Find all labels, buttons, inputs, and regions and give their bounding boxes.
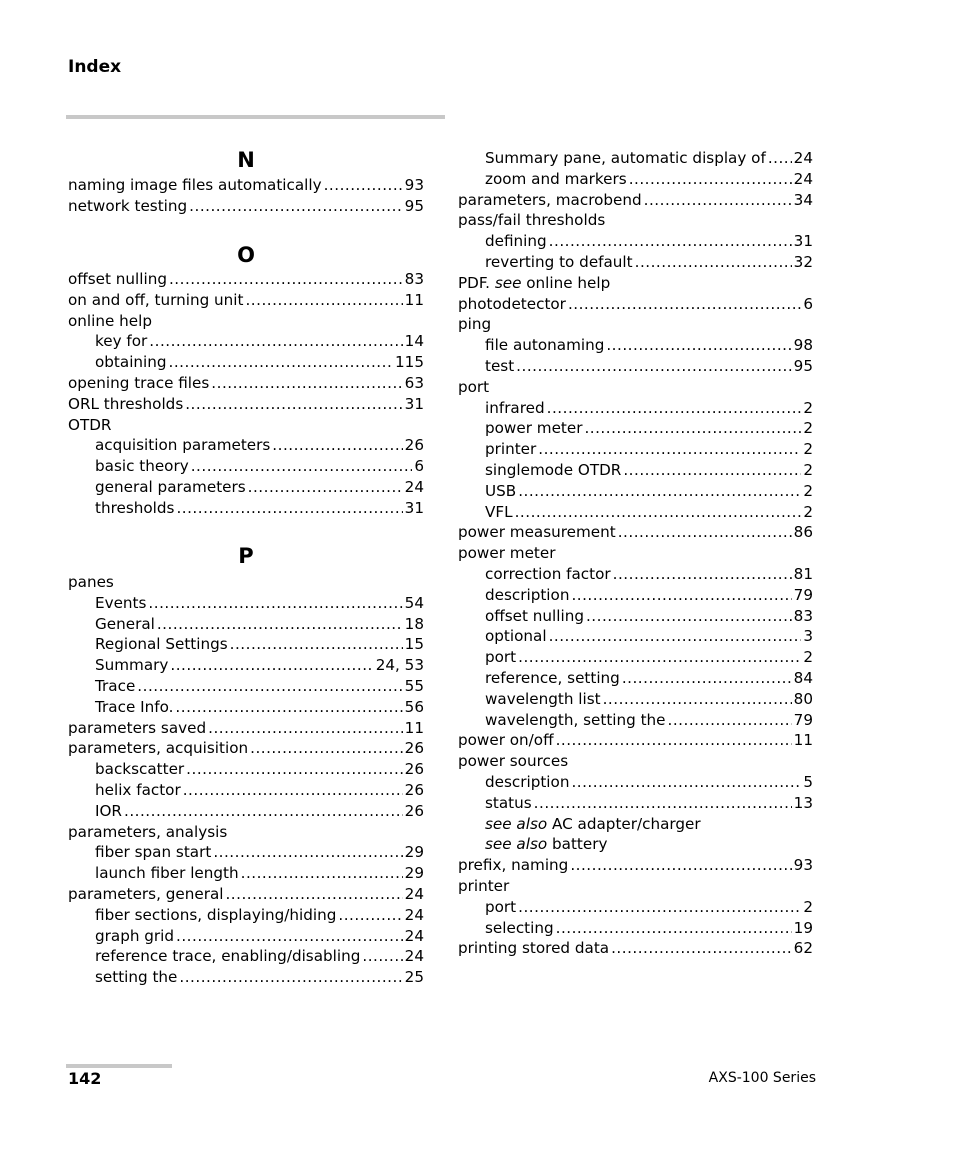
entry-term: infrared: [485, 398, 545, 417]
index-subentry: [485, 710, 813, 730]
dot-leader: [629, 169, 792, 189]
entry-page-ref: 24: [404, 926, 424, 945]
index-subentry: [95, 926, 424, 946]
entry-term: correction factor: [485, 565, 611, 583]
entry-page-ref: 93: [793, 856, 813, 875]
entry-term: key for: [95, 332, 148, 351]
index-entry: [68, 290, 424, 310]
dot-leader: [549, 626, 802, 646]
index-subentry: [485, 834, 813, 854]
dot-leader: [272, 435, 402, 455]
index-entry: [458, 522, 813, 542]
entry-term: setting the: [95, 968, 178, 987]
entry-term: printing stored data: [458, 939, 610, 958]
entry-page-ref: 19: [793, 918, 813, 937]
entry-term: wavelength, setting the: [485, 710, 666, 729]
entry-term: singlemode OTDR: [485, 461, 622, 479]
index-subentry: [485, 356, 813, 376]
dot-leader: [623, 460, 801, 480]
entry-page-ref: 95: [793, 357, 813, 375]
index-entry: [68, 415, 424, 435]
section-letter: O: [237, 243, 255, 267]
entry-term: on and off, turning unit: [68, 290, 244, 309]
index-entry: [458, 855, 813, 875]
entry-term: USB: [485, 481, 517, 500]
entry-page-ref: 84: [793, 669, 813, 687]
dot-leader: [515, 502, 802, 522]
dot-leader: [124, 801, 403, 821]
entry-term: network testing: [68, 196, 188, 215]
entry-page-ref: 11: [793, 731, 813, 750]
index-subentry: [95, 614, 424, 634]
entry-term: zoom and markers: [485, 169, 627, 188]
entry-term: test: [485, 357, 515, 375]
entry-term: IOR: [95, 801, 122, 820]
entry-page-ref: 6: [803, 294, 813, 313]
entry-term: parameters, analysis: [68, 822, 228, 841]
dot-leader: [635, 252, 792, 272]
index-entry: [458, 751, 813, 771]
index-entry: [458, 730, 813, 750]
entry-term: parameters saved: [68, 718, 207, 737]
entry-page-ref: 83: [793, 606, 813, 625]
index-entry: [68, 572, 424, 592]
index-entry: [458, 273, 813, 293]
entry-page-ref: 26: [404, 739, 424, 758]
entry-term: printer: [485, 440, 537, 459]
entry-page-ref: 80: [793, 689, 813, 708]
entry-page-ref: 2: [803, 398, 813, 417]
index-subentry: [485, 918, 813, 938]
index-subentry: [95, 842, 424, 862]
dot-leader: [324, 175, 403, 195]
entry-term: port: [485, 897, 517, 916]
entry-term: reference trace, enabling/disabling: [95, 947, 361, 966]
dot-leader: [169, 352, 393, 372]
entry-page-ref: 98: [793, 336, 813, 355]
entry-page-ref: 14: [404, 332, 424, 351]
entry-term: optional: [485, 627, 547, 646]
entry-term: description: [485, 585, 570, 604]
dot-leader: [668, 710, 792, 730]
dot-leader: [618, 522, 792, 542]
dot-leader: [547, 398, 802, 418]
entry-term: fiber sections, displaying/hiding: [95, 905, 337, 924]
index-subentry: [485, 793, 813, 813]
index-entry: [68, 884, 424, 904]
entry-term: opening trace files: [68, 374, 210, 392]
index-subentry: [95, 676, 424, 696]
entry-term: online help: [68, 311, 152, 330]
entry-page-ref: 24: [404, 478, 424, 496]
index-subentry: [95, 634, 424, 654]
entry-page-ref: 55: [404, 677, 424, 695]
entry-term: port: [458, 377, 490, 396]
dot-leader: [586, 606, 792, 626]
dot-leader: [518, 647, 801, 667]
entry-term: launch fiber length: [95, 864, 239, 883]
dot-leader: [183, 780, 403, 800]
entry-page-ref: 62: [793, 939, 813, 958]
index-subentry: [485, 897, 813, 917]
entry-page-ref: 24: [404, 947, 424, 966]
index-subentry: [485, 169, 813, 189]
entry-term: offset nulling: [485, 606, 584, 625]
dot-leader: [179, 967, 402, 987]
index-subentry: [95, 498, 424, 518]
index-entry: [68, 175, 424, 195]
index-subentry: [485, 689, 813, 709]
entry-page-ref: 24: [793, 149, 813, 167]
index-subentry: [485, 814, 813, 834]
entry-page-ref: 15: [404, 635, 424, 654]
index-entry: [68, 373, 424, 393]
index-entry: [68, 394, 424, 414]
entry-page-ref: 86: [793, 523, 813, 542]
index-subentry: [485, 668, 813, 688]
dot-leader: [518, 481, 801, 501]
entry-term: obtaining: [95, 353, 167, 372]
dot-leader: [186, 759, 403, 779]
entry-term: printer: [458, 877, 510, 895]
dot-leader: [225, 884, 402, 904]
dot-leader: [516, 356, 792, 376]
dot-leader: [189, 196, 403, 216]
entry-term: Trace: [95, 677, 136, 695]
dot-leader: [148, 593, 402, 613]
entry-page-ref: 54: [404, 593, 424, 612]
entry-term: power sources: [458, 752, 569, 771]
dot-leader: [230, 634, 403, 654]
entry-page-ref: 32: [793, 253, 813, 271]
entry-term: helix factor: [95, 781, 181, 799]
entry-page-ref: 2: [803, 440, 813, 459]
dot-leader: [137, 676, 402, 696]
page-header-title: Index: [68, 57, 122, 77]
entry-page-ref: 24: [404, 885, 424, 903]
entry-page-ref: 2: [803, 461, 813, 479]
entry-term: VFL: [485, 502, 513, 521]
entry-page-ref: 2: [803, 502, 813, 521]
entry-page-ref: 2: [803, 897, 813, 916]
index-subentry: [95, 946, 424, 966]
index-entry: [458, 294, 813, 314]
dot-leader: [338, 905, 402, 925]
index-entry: [68, 269, 424, 289]
entry-page-ref: 63: [404, 374, 424, 392]
index-entry: [458, 210, 813, 230]
index-subentry: [95, 655, 424, 675]
index-entry: [68, 738, 424, 758]
dot-leader: [241, 863, 403, 883]
index-subentry: [485, 398, 813, 418]
index-entry: [458, 543, 813, 563]
entry-term: panes: [68, 573, 114, 591]
entry-page-ref: 24, 53: [375, 656, 424, 675]
dot-leader: [213, 842, 402, 862]
dot-leader: [208, 718, 403, 738]
entry-term: naming image files automatically: [68, 176, 322, 194]
entry-page-ref: 6: [414, 457, 424, 476]
entry-page-ref: 13: [793, 793, 813, 812]
dot-leader: [176, 498, 402, 518]
entry-term: OTDR: [68, 415, 112, 434]
index-subentry: [485, 502, 813, 522]
index-subentry: [95, 801, 424, 821]
entry-term: parameters, acquisition: [68, 739, 249, 758]
index-subentry: [485, 626, 813, 646]
index-subentry: [485, 481, 813, 501]
entry-page-ref: 83: [404, 270, 424, 288]
entry-page-ref: 79: [793, 710, 813, 729]
entry-term: port: [485, 648, 517, 667]
entry-term: Events: [95, 593, 147, 612]
entry-term: offset nulling: [68, 270, 167, 288]
entry-page-ref: 115: [395, 353, 424, 372]
dot-leader: [644, 190, 792, 210]
entry-term: selecting: [485, 918, 554, 937]
index-subentry: [485, 231, 813, 251]
index-subentry: [95, 435, 424, 455]
entry-term: power on/off: [458, 731, 554, 750]
entry-page-ref: 56: [404, 697, 424, 716]
dot-leader: [248, 477, 403, 497]
dot-leader: [571, 772, 801, 792]
entry-term: status: [485, 793, 532, 812]
entry-term: prefix, naming: [458, 856, 569, 875]
entry-term: power measurement: [458, 523, 616, 542]
entry-page-ref: 26: [404, 781, 424, 799]
index-subentry: [485, 647, 813, 667]
entry-page-ref: 95: [404, 196, 424, 215]
dot-leader: [613, 564, 792, 584]
index-subentry: [95, 352, 424, 372]
entry-page-ref: 5: [803, 773, 813, 791]
entry-page-ref: 2: [803, 419, 813, 438]
entry-page-ref: 11: [404, 718, 424, 737]
entry-term: Trace Info.: [95, 697, 174, 716]
index-subentry: [95, 780, 424, 800]
index-subentry: [95, 863, 424, 883]
entry-term: file autonaming: [485, 336, 605, 355]
index-subentry: [485, 418, 813, 438]
index-subentry: [95, 331, 424, 351]
index-subentry: [485, 439, 813, 459]
dot-leader: [603, 689, 792, 709]
entry-term: parameters, macrobend: [458, 190, 642, 209]
index-entry: [68, 196, 424, 216]
entry-term: General: [95, 614, 155, 633]
dot-leader: [556, 918, 792, 938]
entry-page-ref: 24: [404, 905, 424, 924]
dot-leader: [157, 614, 403, 634]
entry-term: photodetector: [458, 294, 566, 313]
entry-term: power meter: [485, 419, 583, 438]
entry-term: ping: [458, 315, 492, 334]
entry-page-ref: 31: [404, 498, 424, 517]
entry-term: graph grid: [95, 926, 175, 945]
dot-leader: [250, 738, 403, 758]
entry-page-ref: 26: [404, 801, 424, 820]
dot-leader: [570, 855, 791, 875]
entry-page-ref: 25: [404, 968, 424, 987]
entry-page-ref: 29: [404, 843, 424, 862]
entry-page-ref: 93: [404, 176, 424, 194]
index-subentry: [95, 759, 424, 779]
entry-page-ref: 79: [793, 585, 813, 604]
dot-leader: [584, 418, 801, 438]
entry-term: wavelength list: [485, 689, 601, 708]
index-subentry: [95, 905, 424, 925]
index-subentry: [485, 585, 813, 605]
dot-leader: [185, 394, 402, 414]
entry-term: acquisition parameters: [95, 436, 271, 455]
index-entry: [458, 190, 813, 210]
index-entry: [458, 377, 813, 397]
entry-term: parameters, general: [68, 885, 224, 903]
entry-page-ref: 31: [793, 232, 813, 251]
dot-leader: [534, 793, 792, 813]
footer-rule: [66, 1064, 172, 1068]
index-subentry: [485, 460, 813, 480]
index-subentry: [485, 252, 813, 272]
dot-leader: [768, 148, 792, 168]
entry-term: power meter: [458, 544, 556, 563]
section-letter: N: [237, 148, 255, 172]
entry-page-ref: 3: [803, 627, 813, 646]
entry-term: see also AC adapter/charger: [485, 814, 701, 833]
index-entry: [458, 314, 813, 334]
entry-term: thresholds: [95, 498, 175, 517]
dot-leader: [606, 335, 791, 355]
entry-page-ref: 29: [404, 864, 424, 883]
entry-term: general parameters: [95, 478, 246, 496]
dot-leader: [622, 668, 792, 688]
dot-leader: [568, 294, 801, 314]
entry-term: Summary pane, automatic display of: [485, 149, 766, 167]
dot-leader: [149, 331, 402, 351]
entry-page-ref: 26: [404, 760, 424, 779]
dot-leader: [538, 439, 801, 459]
dot-leader: [169, 269, 403, 289]
page-number: 142: [68, 1069, 102, 1088]
entry-page-ref: 81: [793, 565, 813, 583]
index-subentry: [485, 335, 813, 355]
dot-leader: [518, 897, 801, 917]
index-subentry: [485, 148, 813, 168]
dot-leader: [175, 697, 402, 717]
index-entry: [68, 718, 424, 738]
dot-leader: [191, 456, 413, 476]
entry-term: defining: [485, 232, 547, 251]
dot-leader: [176, 926, 403, 946]
entry-term: pass/fail thresholds: [458, 211, 606, 230]
entry-term: fiber span start: [95, 843, 212, 862]
entry-term: PDF. see online help: [458, 273, 611, 292]
entry-page-ref: 31: [404, 394, 424, 413]
entry-page-ref: 34: [793, 190, 813, 209]
index-entry: [458, 876, 813, 896]
entry-page-ref: 24: [793, 169, 813, 188]
entry-term: basic theory: [95, 457, 189, 476]
index-subentry: [485, 564, 813, 584]
index-subentry: [95, 477, 424, 497]
entry-term: description: [485, 773, 570, 791]
section-letter: P: [238, 544, 254, 568]
entry-term: Regional Settings: [95, 635, 228, 654]
entry-term: backscatter: [95, 760, 185, 779]
entry-term: Summary: [95, 656, 169, 675]
entry-page-ref: 2: [803, 481, 813, 500]
entry-term: see also battery: [485, 835, 608, 854]
dot-leader: [170, 655, 373, 675]
entry-term: ORL thresholds: [68, 394, 184, 413]
entry-page-ref: 11: [404, 290, 424, 309]
index-subentry: [485, 606, 813, 626]
product-series: AXS-100 Series: [708, 1070, 816, 1086]
dot-leader: [211, 373, 402, 393]
index-subentry: [95, 697, 424, 717]
entry-page-ref: 18: [404, 614, 424, 633]
dot-leader: [611, 938, 792, 958]
dot-leader: [556, 730, 792, 750]
index-entry: [458, 938, 813, 958]
entry-term: reverting to default: [485, 253, 633, 271]
entry-page-ref: 26: [404, 436, 424, 455]
index-subentry: [485, 772, 813, 792]
dot-leader: [549, 231, 792, 251]
index-entry: [68, 311, 424, 331]
dot-leader: [362, 946, 402, 966]
index-entry: [68, 822, 424, 842]
entry-term: reference, setting: [485, 669, 620, 687]
dot-leader: [245, 290, 402, 310]
index-subentry: [95, 967, 424, 987]
index-subentry: [95, 593, 424, 613]
entry-page-ref: 2: [803, 648, 813, 667]
index-subentry: [95, 456, 424, 476]
dot-leader: [571, 585, 791, 605]
header-rule: [66, 115, 445, 119]
